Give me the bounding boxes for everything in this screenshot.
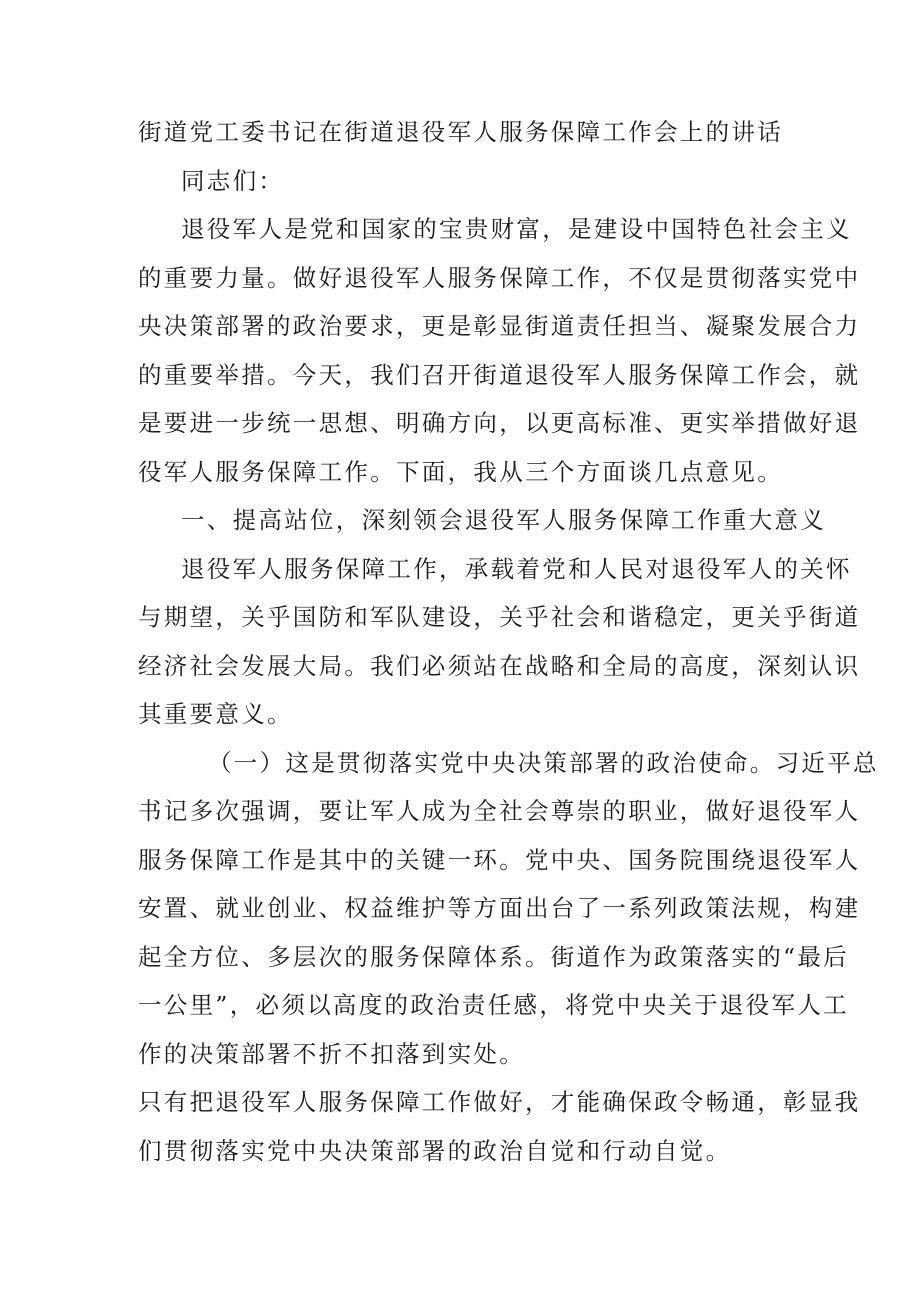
paragraph-conclusion	[138, 1082, 861, 1179]
section-heading-1: 一、提高站位，深刻领会退役军人服务保障工作重大意义	[181, 506, 826, 534]
paragraph-line: 作的决策部署不折不扣落到实处。	[138, 1039, 525, 1068]
paragraph-line: 经济社会发展大局。我们必须站在战略和全局的高度，深刻认识	[138, 651, 861, 680]
paragraph-line: 是要进一步统一思想、明确方向，以更高标准、更实举措做好退	[138, 409, 861, 437]
paragraph-line: 服务保障工作是其中的关键一环。党中央、国务院围绕退役军人	[138, 845, 861, 874]
paragraph-line: 退役军人服务保障工作，承载着党和人民对退役军人的关怀	[181, 554, 852, 583]
paragraph-line: 只有把退役军人服务保障工作做好，才能确保政令畅通，彰显我	[138, 1088, 861, 1116]
paragraph-line: 役军人服务保障工作。下面，我从三个方面谈几点意见。	[138, 457, 783, 486]
paragraph-line: 书记多次强调，要让军人成为全社会尊崇的职业，做好退役军人	[138, 797, 861, 825]
paragraph-line: 与期望，关乎国防和军队建设，关乎社会和谐稳定，更关乎街道	[138, 603, 861, 631]
paragraph-significance	[138, 549, 861, 743]
paragraph-line: （一）这是贯彻落实党中央决策部署的政治使命。习近平总	[208, 748, 879, 777]
paragraph-line: 退役军人是党和国家的宝贵财富，是建设中国特色社会主义	[181, 215, 852, 243]
paragraph-line: 的重要举措。今天，我们召开街道退役军人服务保障工作会，就	[138, 360, 861, 389]
speech-document	[138, 112, 879, 1179]
paragraph-line: 的重要力量。做好退役军人服务保障工作，不仅是贯彻落实党中	[138, 263, 861, 292]
paragraph-intro	[138, 209, 861, 500]
paragraph-line: 一公里”，必须以高度的政治责任感，将党中央关于退役军人工	[138, 991, 849, 1019]
paragraph-line: 们贯彻落实党中央决策部署的政治自觉和行动自觉。	[138, 1136, 732, 1165]
paragraph-line: 其重要意义。	[138, 700, 293, 728]
greeting: 同志们：	[181, 166, 285, 195]
paragraph-line: 安置、就业创业、权益维护等方面出台了一系列政策法规，构建	[138, 894, 861, 922]
paragraph-line: 央决策部署的政治要求，更是彰显街道责任担当、凝聚发展合力	[138, 312, 861, 340]
document-title: 街道党工委书记在街道退役军人服务保障工作会上的讲话	[138, 118, 783, 146]
paragraph-political-mission	[138, 743, 879, 1083]
paragraph-line: 起全方位、多层次的服务保障体系。街道作为政策落实的“最后	[138, 942, 849, 971]
